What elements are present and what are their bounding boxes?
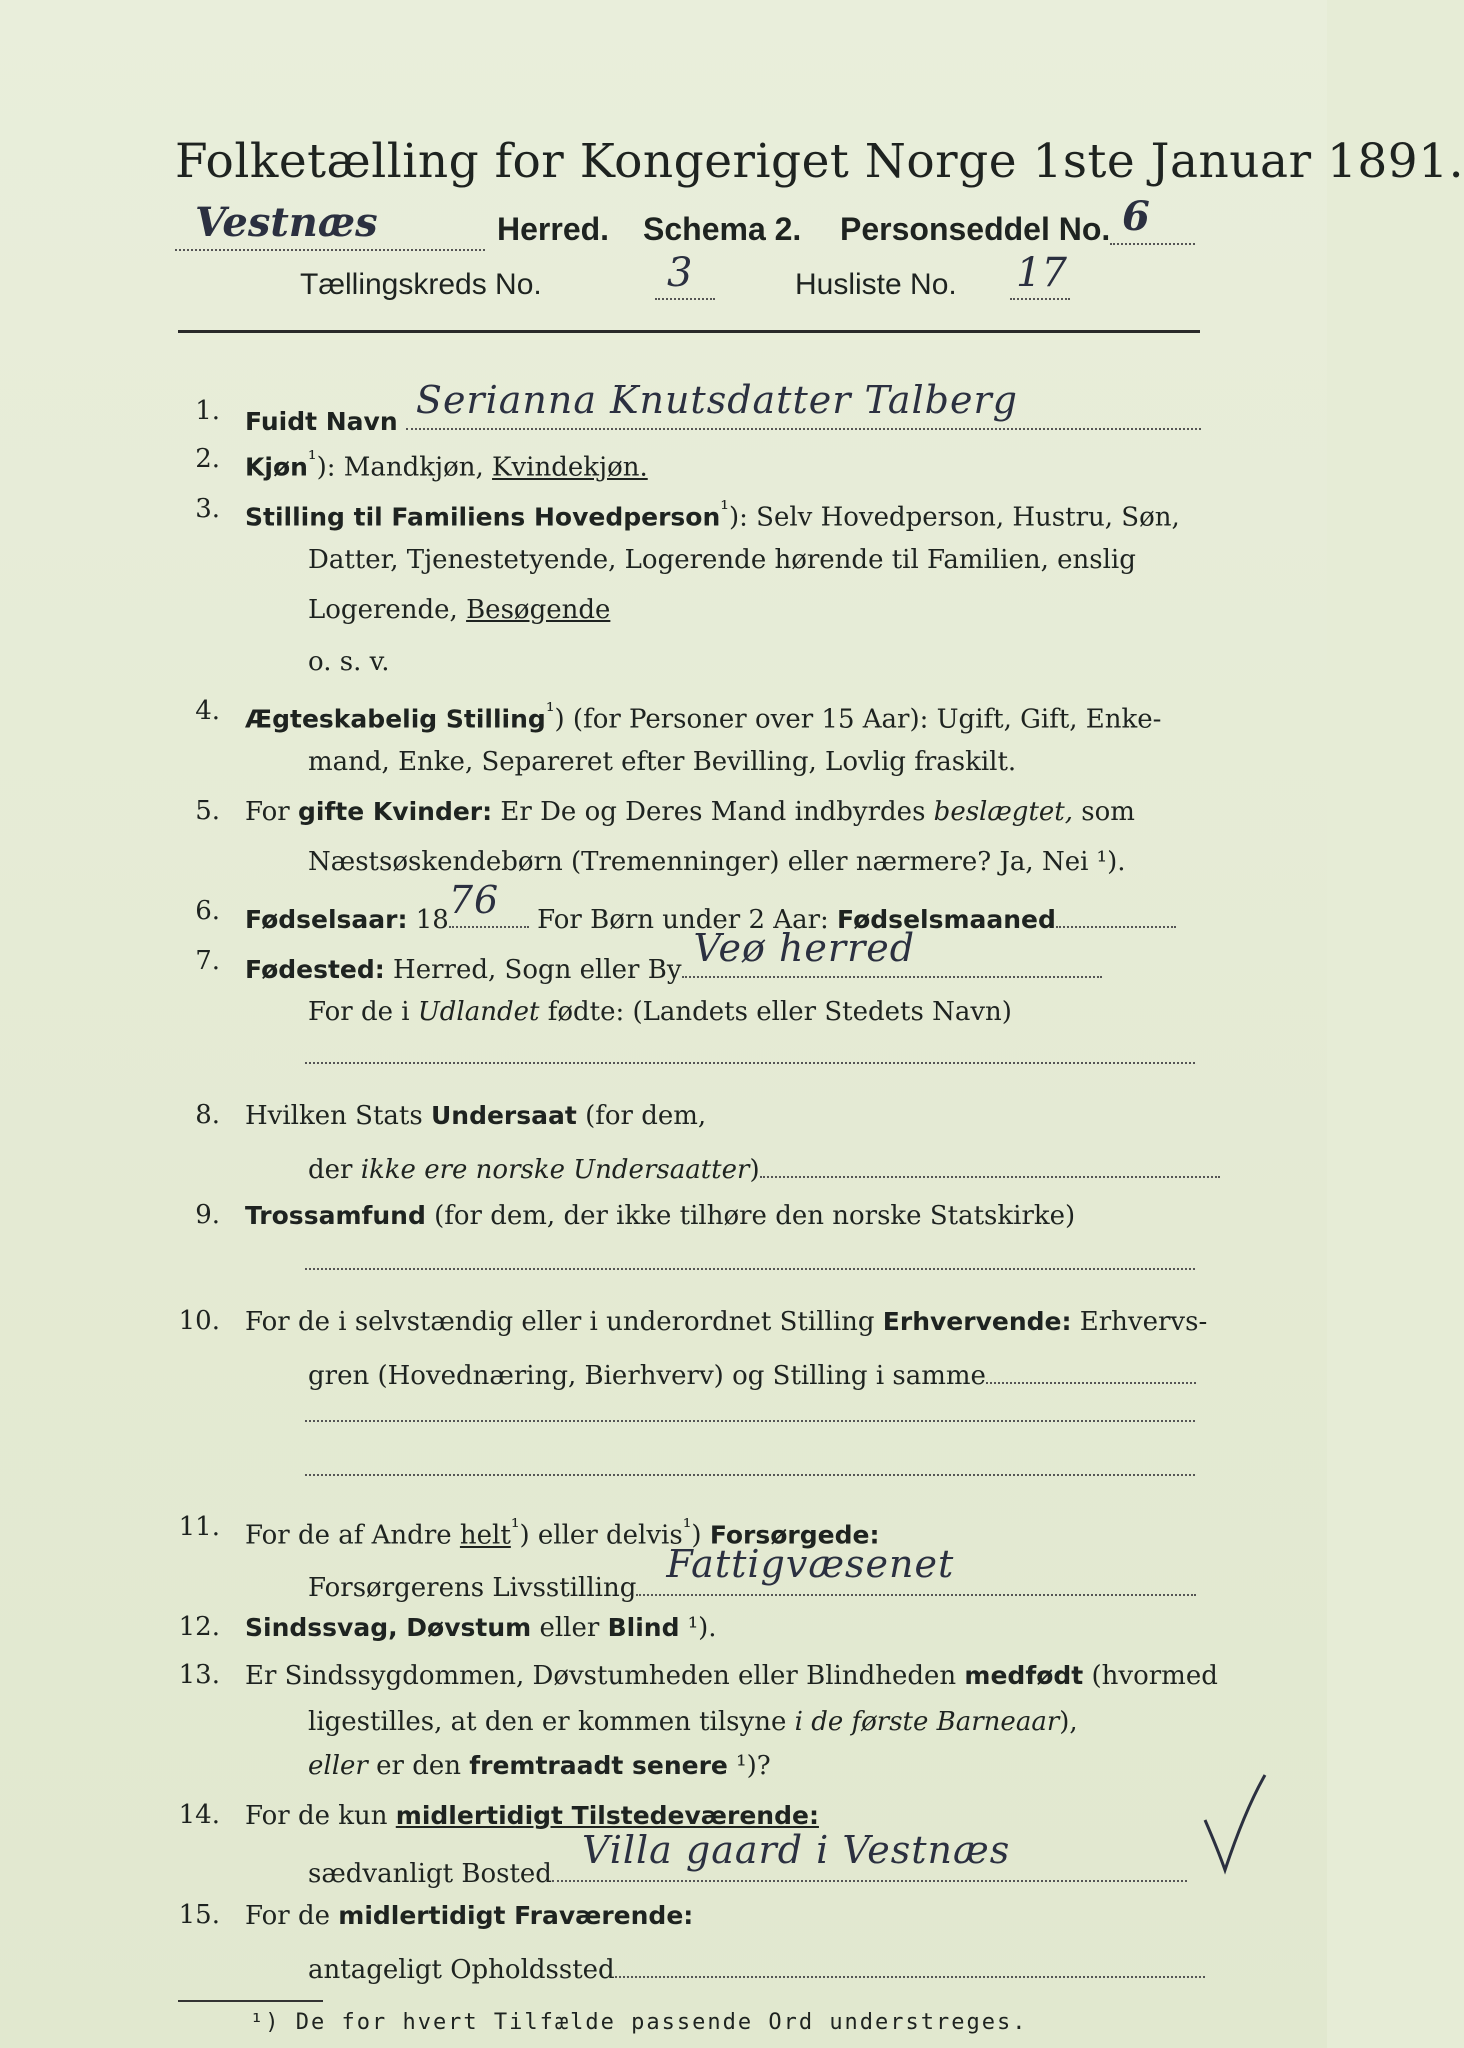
q3-line4: o. s. v.: [308, 647, 390, 677]
q10-blank-line-2: [305, 1474, 1195, 1476]
footnote-divider: [178, 2000, 323, 2002]
tk-number-field: [655, 250, 715, 300]
form-title: Folketælling for Kongeriget Norge 1ste Januar 1891.: [175, 134, 1464, 189]
q7-line2-italic: Udlandet: [417, 997, 540, 1027]
q13-line3a: er den: [367, 1751, 470, 1781]
personseddel-number: 6: [1122, 193, 1150, 240]
q4-number: 4.: [195, 696, 220, 726]
q13-line3: [308, 1746, 771, 1786]
q7-number: 7.: [195, 946, 220, 976]
q5-line2: Næstsøskendebørn (Tremenninger) eller nærmere? Ja, Nei ¹).: [308, 847, 1126, 877]
q11-label: Forsørgede:: [709, 1520, 880, 1550]
q11-text3: ): [691, 1520, 710, 1551]
husliste-number-field: [1010, 250, 1070, 300]
q3-line2: Datter, Tjenestetyende, Logerende hørende til Familien, enslig: [308, 545, 1136, 575]
q11-sup: ¹: [510, 1515, 520, 1540]
q13-line3c: ¹)?: [727, 1751, 771, 1781]
q2-number: 2.: [195, 444, 220, 474]
q9-blank-line: [305, 1268, 1195, 1270]
q5-line1a: Er De og Deres Mand indbyrdes: [492, 797, 934, 827]
q13-text1: Er Sindssygdommen, Døvstumheden eller Blindheden: [245, 1661, 965, 1691]
q12-text1: eller: [531, 1613, 608, 1643]
checkmark-icon: [1200, 1770, 1270, 1880]
q6-text2: For Børn under 2 Aar:: [528, 905, 838, 935]
q11-underlined: helt: [459, 1520, 511, 1551]
q3-line3-text: Logerende,: [308, 595, 467, 625]
q10-line1: [245, 1302, 1207, 1342]
q10-text2: Erhvervs-: [1071, 1307, 1208, 1337]
q3-underlined: Besøgende: [466, 595, 611, 625]
q14-label: midlertidigt Tilstedeværende:: [395, 1801, 819, 1830]
q3-number: 3.: [195, 494, 220, 524]
q13-text2: (hvormed: [1083, 1661, 1218, 1691]
q6-label2: Fødselsmaaned: [837, 905, 1056, 934]
q15-label: midlertidigt Fraværende:: [338, 1901, 694, 1930]
q14-answer-field: [552, 1828, 1187, 1882]
q14-line2-text: sædvanligt Bosted: [308, 1859, 552, 1889]
personseddel-label: Personseddel No.: [840, 211, 1111, 247]
herred-name-handwritten: Vestnæs: [195, 199, 378, 246]
q8-line2a: der: [308, 1155, 361, 1185]
q5-text1: For: [245, 797, 298, 827]
q8-text2: (for dem,: [576, 1101, 707, 1131]
q7-line2b: fødte: (Landets eller Stedets Navn): [539, 997, 1012, 1027]
q2-label: Kjøn: [245, 452, 308, 482]
q11-sup2: ¹: [682, 1515, 692, 1540]
q1-answer: Serianna Knutsdatter Talberg: [415, 378, 1018, 422]
q4-sup: ¹: [545, 699, 555, 724]
q14-number: 14.: [178, 1800, 220, 1830]
q5-label: gifte Kvinder:: [297, 797, 493, 826]
q13-line2b: ),: [1059, 1707, 1078, 1737]
q12-text2: ¹).: [679, 1613, 717, 1643]
q5-line1-italic: beslægtet,: [933, 797, 1073, 827]
tk-number: 3: [667, 250, 693, 296]
q2-underlined: Kvindekjøn.: [492, 452, 648, 483]
q1-number: 1.: [195, 396, 220, 426]
q4-label: Ægteskabelig Stilling: [245, 704, 546, 734]
q12-label2: Blind: [607, 1613, 680, 1642]
q15-line2-text: antageligt Opholdssted: [308, 1955, 615, 1985]
q10-line2-text: gren (Hovednæring, Bierhverv) og Stilling i samme: [308, 1361, 986, 1391]
q1-answer-field: [406, 378, 1201, 430]
q1-line: [245, 378, 1201, 442]
q14-text1: For de kun: [245, 1801, 396, 1831]
q4-line1: [245, 692, 1161, 740]
q9-label: Trossamfund: [245, 1201, 426, 1230]
q15-answer-field: [615, 1946, 1205, 1978]
q8-label: Undersaat: [430, 1101, 577, 1130]
q6-year-answer: 76: [448, 878, 500, 922]
q13-line2: [308, 1702, 1078, 1742]
q11-text1: For de af Andre: [245, 1520, 460, 1551]
q13-line3-bold: fremtraadt senere: [469, 1751, 728, 1780]
q7-label: Fødested:: [245, 955, 385, 984]
q3-line1-text: ): Selv Hovedperson, Hustru, Søn,: [728, 502, 1180, 533]
q12-label: Sindssvag, Døvstum: [245, 1613, 532, 1642]
q14-line2: [308, 1828, 1187, 1894]
q8-number: 8.: [195, 1100, 220, 1130]
q7-line2a: For de i: [308, 997, 418, 1027]
q13-line1: [245, 1656, 1218, 1696]
q3-sup: ¹: [720, 497, 729, 522]
q6-year-field: [448, 878, 529, 928]
q13-label: medfødt: [964, 1661, 1084, 1690]
q13-number: 13.: [178, 1660, 220, 1690]
q9-line: [245, 1196, 1075, 1236]
herred-label: Herred.: [497, 211, 610, 247]
q11-number: 11.: [178, 1512, 220, 1542]
q9-text: (for dem, der ikke tilhøre den norske Statskirke): [425, 1201, 1076, 1231]
q10-label: Erhvervende:: [882, 1307, 1072, 1336]
q14-answer: Villa gaard i Vestnæs: [581, 1828, 1011, 1872]
q10-answer-field: [986, 1352, 1196, 1384]
footnote: ¹) De for hvert Tilfælde passende Ord understreges.: [250, 2010, 1028, 2035]
q9-number: 9.: [195, 1200, 220, 1230]
herred-name-field: [175, 199, 485, 251]
q3-label: Stilling til Familiens Hovedperson: [245, 502, 721, 532]
q12-number: 12.: [178, 1612, 220, 1642]
tk-row: [300, 250, 1100, 312]
q4-line2: mand, Enke, Separeret efter Bevilling, Lovlig fraskilt.: [308, 747, 1017, 777]
q15-number: 15.: [178, 1900, 220, 1930]
q6-printed-year: 18: [407, 905, 449, 935]
q7-line1: [245, 926, 1102, 990]
q13-line2-italic: i de første Barneaar: [794, 1707, 1060, 1737]
husliste-label: Husliste No.: [795, 268, 957, 301]
q10-number: 10.: [178, 1306, 220, 1336]
q7-answer: Veø herred: [693, 926, 916, 970]
q8-answer-field: [760, 1146, 1220, 1178]
q11-answer-field: [636, 1542, 1196, 1596]
husliste-number: 17: [1016, 250, 1067, 296]
q8-text1: Hvilken Stats: [245, 1101, 431, 1131]
q8-line2-italic: ikke ere norske Undersaatter: [360, 1155, 750, 1185]
q11-line2-text: Forsørgerens Livsstilling: [308, 1573, 637, 1603]
q7-line2: [308, 992, 1012, 1032]
q8-line2: [308, 1146, 1220, 1190]
q15-text1: For de: [245, 1901, 339, 1931]
q13-line2a: ligestilles, at den er kommen tilsyne: [308, 1707, 795, 1737]
q4-line1-text: ) (for Personer over 15 Aar): Ugift, Gift, Enke-: [554, 704, 1162, 735]
personseddel-number-field: [1110, 193, 1195, 245]
q7-blank-line: [305, 1062, 1195, 1064]
q3-line1: [245, 490, 1180, 538]
q2-sup: ¹: [307, 447, 317, 472]
q8-line2b: ): [749, 1155, 760, 1185]
q11-answer: Fattigvæsenet: [666, 1542, 955, 1586]
q2-line: [245, 440, 648, 488]
q15-line1: [245, 1896, 693, 1936]
tk-label: Tællingskreds No.: [300, 268, 542, 301]
q2-text: ): Mandkjøn,: [316, 452, 493, 483]
q10-text1: For de i selvstændig eller i underordnet Stilling: [245, 1307, 883, 1337]
q11-text2: ) eller delvis: [519, 1520, 683, 1551]
q6-label: Fødselsaar:: [245, 905, 408, 934]
q10-blank-line-1: [305, 1420, 1195, 1422]
q15-line2: [308, 1946, 1205, 1990]
q5-line1b: som: [1073, 797, 1135, 827]
q3-line3: [308, 590, 610, 630]
q6-number: 6.: [195, 896, 220, 926]
q7-text1: Herred, Sogn eller By: [384, 955, 682, 985]
q7-answer-field: [682, 926, 1102, 978]
q11-line2: [308, 1542, 1196, 1608]
q6-month-field: [1056, 896, 1176, 928]
q5-line1: [245, 792, 1135, 832]
q13-line3-italic: eller: [308, 1751, 368, 1781]
q8-line1: [245, 1096, 706, 1136]
schema-label: Schema 2.: [643, 211, 802, 247]
header-divider: [178, 330, 1200, 333]
q10-line2: [308, 1352, 1196, 1396]
q1-label: Fuidt Navn: [245, 407, 398, 436]
q12-line: [245, 1608, 717, 1648]
q5-number: 5.: [195, 796, 220, 826]
